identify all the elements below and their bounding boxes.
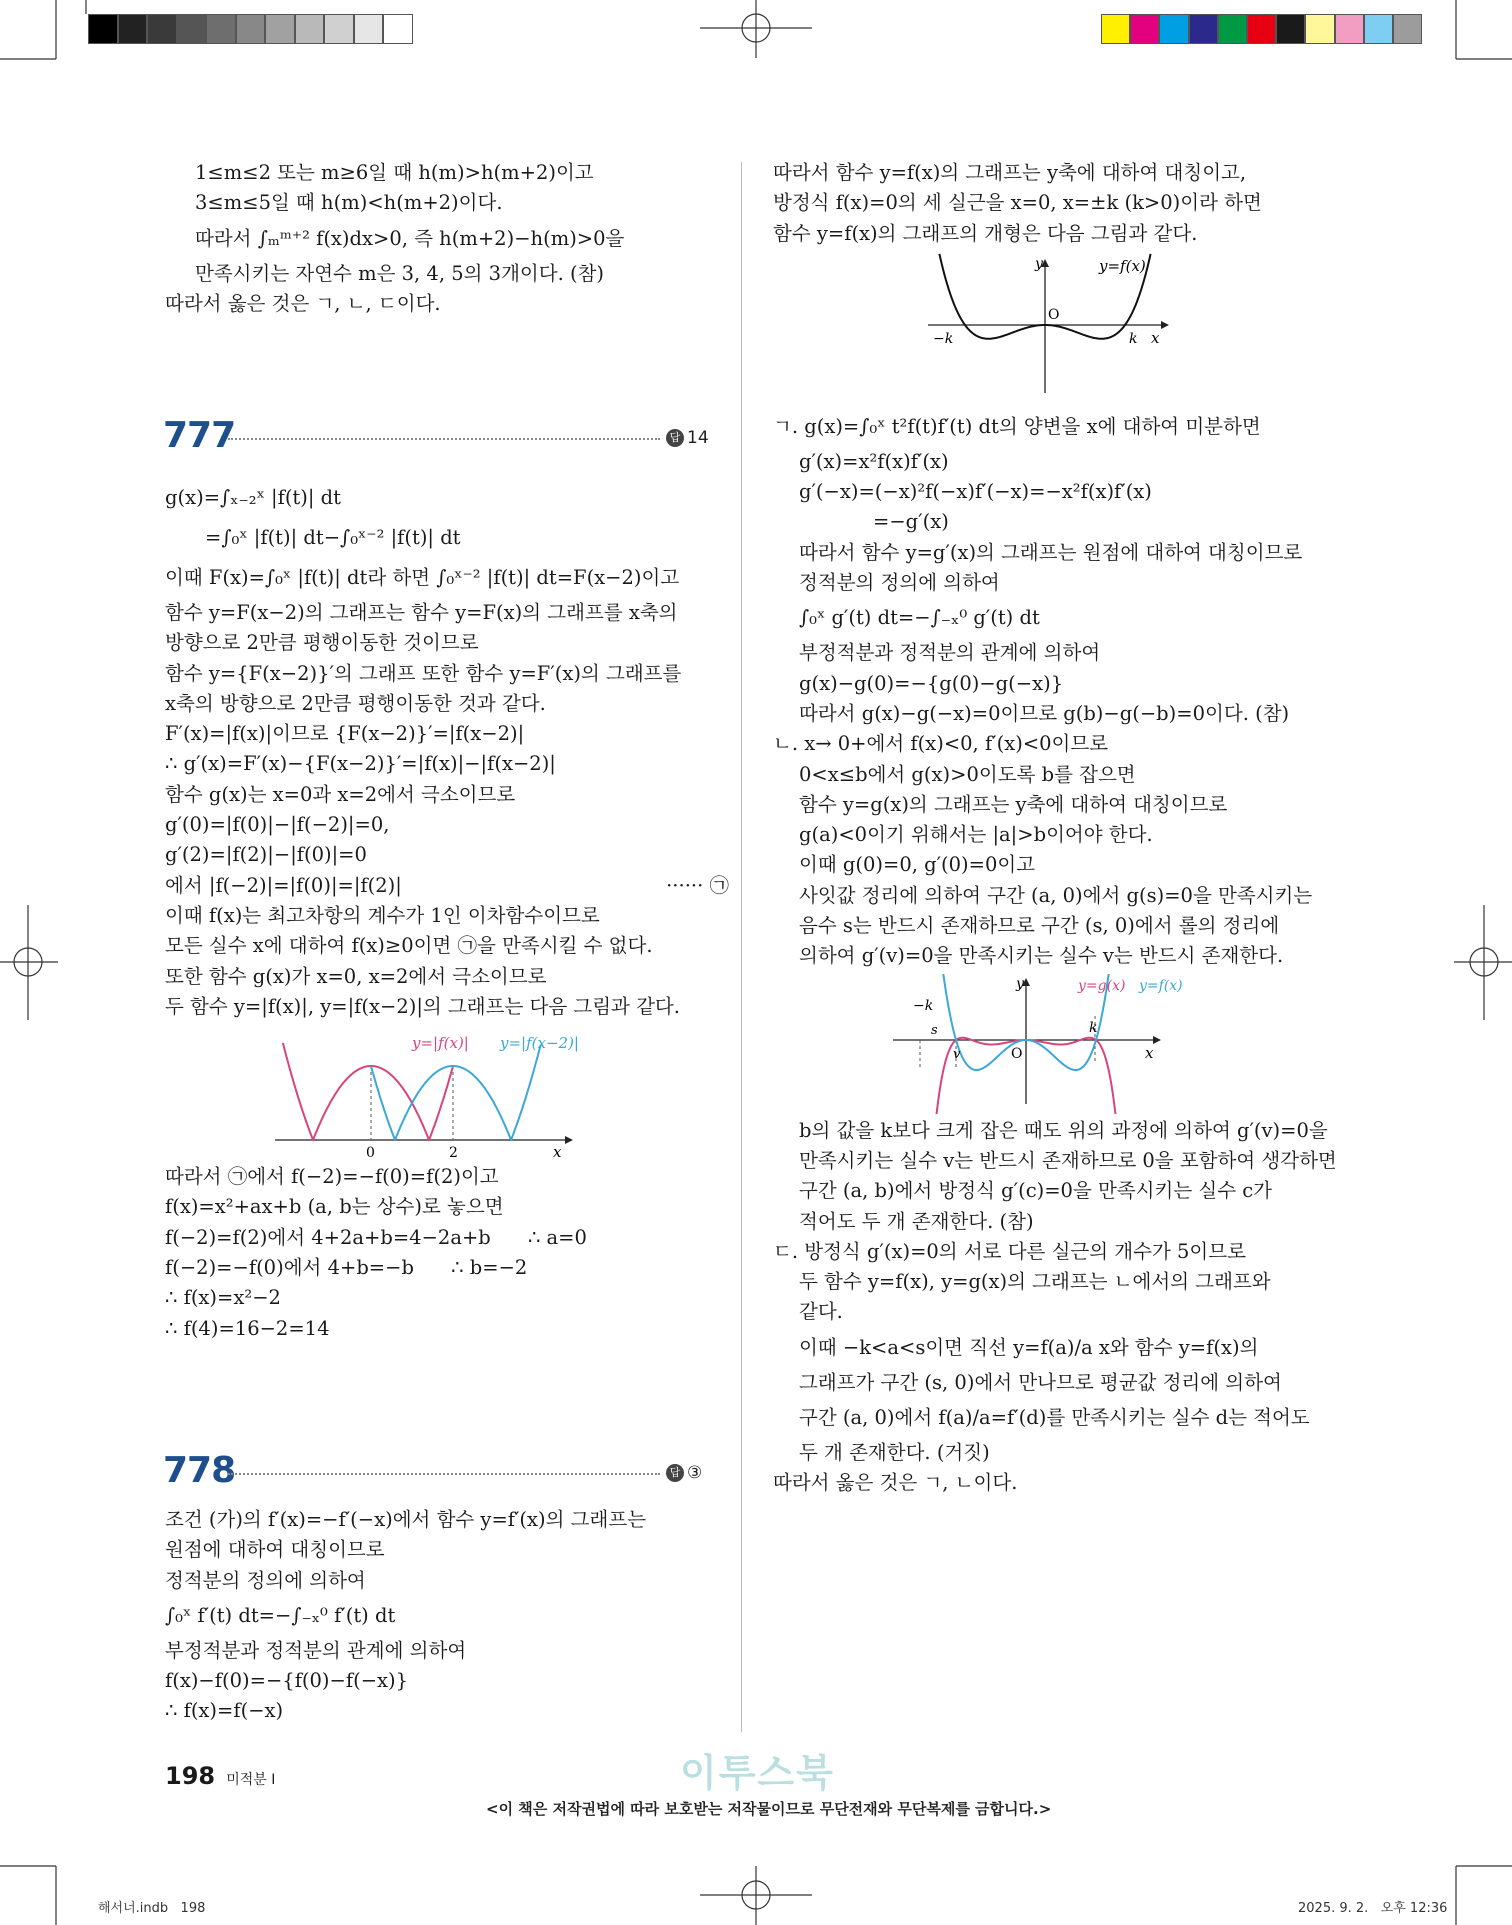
text-line: 정적분의 정의에 의하여 [165,1568,366,1592]
text-line: 함수 g(x)는 x=0과 x=2에서 극소이므로 [165,782,516,806]
text-line: 모든 실수 x에 대하여 f(x)≥0이면 ㉠을 만족시킬 수 없다. [165,934,653,958]
text-line: ∫₀ˣ f′(t) dt=−∫₋ₓ⁰ f′(t) dt [165,1603,396,1627]
text-line: 따라서 g(x)−g(−x)=0이므로 g(b)−g(−b)=0이다. (참) [799,701,1290,725]
text-line: 적어도 두 개 존재한다. (참) [799,1209,1034,1233]
text-line: ∴ g′(x)=F′(x)−{F(x−2)}′=|f(x)|−|f(x−2)| [165,752,556,776]
text-line: 부정적분과 정적분의 관계에 의하여 [165,1638,467,1662]
text-line: g(a)<0이기 위해서는 |a|>b이어야 한다. [799,823,1153,847]
label-f: y=f(x) [1099,256,1146,275]
answer-value: ③ [687,1463,703,1483]
text-line: 구간 (a, b)에서 방정식 g′(c)=0을 만족시키는 실수 c가 [799,1179,1273,1203]
text-line: 1≤m≤2 또는 m≥6일 때 h(m)>h(m+2)이고 [195,161,594,184]
text-line: 의하여 g′(v)=0을 만족시키는 실수 v는 반드시 존재한다. [799,944,1284,968]
text-line: F′(x)=|f(x)|이므로 {F(x−2)}′=|f(x−2)| [165,722,525,746]
axis-label-x: x [1145,1043,1154,1062]
text-line: g′(x)=x²f(x)f′(x) [799,449,949,473]
text-line: g′(−x)=(−x)²f(−x)f′(−x)=−x²f(x)f′(x) [799,480,1152,504]
text-line: g′(2)=|f(2)|−|f(0)|=0 [165,843,367,867]
text-line: 함수 y=F(x−2)의 그래프는 함수 y=F(x)의 그래프를 x축의 [165,601,678,624]
equation-marker: ······ ㉠ [666,873,729,897]
text-line: ㄴ. x→ 0+에서 f(x)<0, f′(x)<0이므로 [773,732,1109,756]
text-line: 3≤m≤5일 때 h(m)<h(m+2)이다. [195,191,503,215]
text-line: ㄷ. 방정식 g′(x)=0의 서로 다른 실근의 개수가 5이므로 [773,1239,1246,1263]
leader-dots [228,1473,660,1475]
axis-label-y: y [1016,975,1024,992]
answer-icon: 답 [666,1464,684,1482]
text-line: 따라서 옳은 것은 ㄱ, ㄴ, ㄷ이다. [165,291,441,315]
axis-label-x: x [1151,328,1160,347]
text-line: 에서 |f(−2)|=|f(0)|=|f(2)| [165,873,402,897]
text-line: 따라서 함수 y=g′(x)의 그래프는 원점에 대하여 대칭이므로 [799,540,1303,564]
equation-line [165,871,729,901]
text-line: f(−2)=f(2)에서 4+2a+b=4−2a+b ∴ a=0 [165,1225,587,1249]
problem-number: 778 [163,1450,236,1491]
watermark-logo: 이투스북 [680,1751,835,1795]
leader-dots [228,438,660,440]
text-line: 이때 F(x)=∫₀ˣ |f(t)| dt라 하면 ∫₀ˣ⁻² |f(t)| dt=F(x−2)이고 [165,566,680,589]
text-line: ∴ f(4)=16−2=14 [165,1316,330,1340]
text-line: 함수 y={F(x−2)}′의 그래프 또한 함수 y=F′(x)의 그래프를 [165,661,682,685]
text-line: 같다. [799,1300,843,1324]
p777-body [165,478,729,1344]
text-line: 사잇값 정리에 의하여 구간 (a, 0)에서 g(s)=0을 만족시키는 [799,883,1313,907]
tick-label-k: k [1129,330,1138,347]
text-line: 방향으로 2만큼 평행이동한 것이므로 [165,631,479,655]
origin-label: O [1048,306,1060,323]
p778-body [165,1505,725,1727]
label-abs-f: y=|f(x)| [412,1034,469,1053]
text-line: 따라서 ㉠에서 f(−2)=−f(0)=f(2)이고 [165,1165,499,1189]
file-name: 해서너.indb 198 [98,1901,206,1916]
text-line: 따라서 ∫ₘᵐ⁺² f(x)dx>0, 즉 h(m+2)−h(m)>0을 [195,226,625,250]
text-line: 또한 함수 g(x)가 x=0, x=2에서 극소이므로 [165,964,547,988]
label-s: s [931,1022,938,1038]
text-line: 두 개 존재한다. (거짓) [799,1441,990,1465]
curve-abs-f [283,1043,453,1140]
text-line: 음수 s는 반드시 존재하므로 구간 (s, 0)에서 롤의 정리에 [799,914,1280,938]
axis-label-y: y [1035,255,1043,272]
text-line: 만족시키는 실수 v는 반드시 존재하므로 0을 포함하여 생각하면 [799,1148,1337,1172]
label-g: y=g(x) [1078,977,1126,994]
text-line: 정적분의 정의에 의하여 [799,571,1000,595]
label-f: y=f(x) [1139,977,1183,994]
page-number: 198 [165,1762,216,1790]
x-axis-arrow [1153,1036,1161,1044]
g-and-f-graph [773,974,1333,1114]
text-line: 따라서 옳은 것은 ㄱ, ㄴ이다. [773,1471,1018,1495]
text-line: ∫₀ˣ g′(t) dt=−∫₋ₓ⁰ g′(t) dt [799,606,1040,630]
text-line: 방정식 f(x)=0의 세 실근을 x=0, x=±k (k>0)이라 하면 [773,191,1262,215]
text-line: 이때 −k<a<s이면 직선 y=f(a)/a x와 함수 y=f(x)의 [799,1335,1259,1359]
text-line: =∫₀ˣ |f(t)| dt−∫₀ˣ⁻² |f(t)| dt [205,526,461,549]
text-line: 이때 f(x)는 최고차항의 계수가 1인 이차함수이므로 [165,903,600,927]
text-line: 함수 y=g(x)의 그래프는 y축에 대하여 대칭이므로 [799,792,1228,816]
tick-label-neg-k: −k [933,330,954,347]
text-line: 만족시키는 자연수 m은 3, 4, 5의 3개이다. (참) [195,261,605,285]
label-abs-f-shift: y=|f(x−2)| [500,1034,579,1053]
tick-label-0: 0 [366,1145,375,1159]
text-line: g(x)=∫ₓ₋₂ˣ |f(t)| dt [165,486,341,509]
text-line: 조건 (가)의 f′(x)=−f′(−x)에서 함수 y=f′(x)의 그래프는 [165,1508,647,1531]
section-name: 미적분 I [226,1772,276,1788]
text-line: g(x)−g(0)=−{g(0)−g(−x)} [799,671,1064,695]
text-line: =−g′(x) [873,510,949,534]
text-line: 따라서 함수 y=f(x)의 그래프는 y축에 대하여 대칭이고, [773,161,1247,184]
text-line: ∴ f(x)=f(−x) [165,1699,284,1723]
text-line: b의 값을 k보다 크게 잡은 때도 위의 과정에 의하여 g′(v)=0을 [799,1118,1328,1142]
tick-label-2: 2 [449,1145,458,1159]
curve-abs-f-shift [371,1045,541,1140]
problem-number: 777 [163,415,236,456]
answer-value: 14 [687,428,709,448]
text-line: 두 함수 y=f(x), y=g(x)의 그래프는 ㄴ에서의 그래프와 [799,1270,1271,1294]
axis-label-x: x [553,1143,562,1159]
answer-label [666,1463,702,1483]
text-line: 부정적분과 정적분의 관계에 의하여 [799,641,1101,665]
text-line: 두 함수 y=|f(x)|, y=|f(x−2)|의 그래프는 다음 그림과 같다. [165,994,680,1018]
text-line: 함수 y=f(x)의 그래프의 개형은 다음 그림과 같다. [773,221,1198,245]
text-line: x축의 방향으로 2만큼 평행이동한 것과 같다. [165,691,546,715]
copyright-notice: <이 책은 저작권법에 따라 보호받는 저작물이므로 무단전재와 무단복제를 금합니다.> [486,1800,1052,1818]
text-line: f(−2)=−f(0)에서 4+b=−b ∴ b=−2 [165,1256,528,1280]
left-intro [165,158,725,319]
answer-label [666,428,709,448]
print-timestamp: 2025. 9. 2. 오후 12:36 [1298,1901,1448,1916]
label-neg-k: −k [913,997,934,1014]
column-divider [741,162,742,1732]
text-line: 0<x≤b에서 g(x)>0이도록 b를 잡으면 [799,762,1136,786]
right-column [773,158,1337,1499]
x-axis-arrow [1161,321,1169,329]
label-v: v [953,1046,961,1062]
text-line: f(x)−f(0)=−{f(0)−f(−x)} [165,1669,409,1693]
page-footer-left [165,1762,275,1790]
abs-function-graph [165,1026,725,1158]
text-line: 이때 g(0)=0, g′(0)=0이고 [799,853,1036,877]
text-line: 그래프가 구간 (s, 0)에서 만나므로 평균값 정리에 의하여 [799,1370,1282,1394]
origin-label: O [1011,1045,1023,1062]
text-line: ㄱ. g(x)=∫₀ˣ t²f(t)f′(t) dt의 양변을 x에 대하여 미분하면 [773,414,1261,438]
x-axis-arrow [565,1136,573,1144]
quartic-graph [773,253,1333,403]
text-line: 구간 (a, 0)에서 f(a)/a=f′(d)를 만족시키는 실수 d는 적어도 [799,1406,1310,1430]
label-k: k [1089,1019,1098,1036]
text-line: f(x)=x²+ax+b (a, b는 상수)로 놓으면 [165,1195,504,1219]
text-line: ∴ f(x)=x²−2 [165,1286,281,1310]
text-line: 원점에 대하여 대칭이므로 [165,1538,385,1562]
text-line: g′(0)=|f(0)|−|f(−2)|=0, [165,813,390,837]
answer-icon: 답 [666,429,684,447]
